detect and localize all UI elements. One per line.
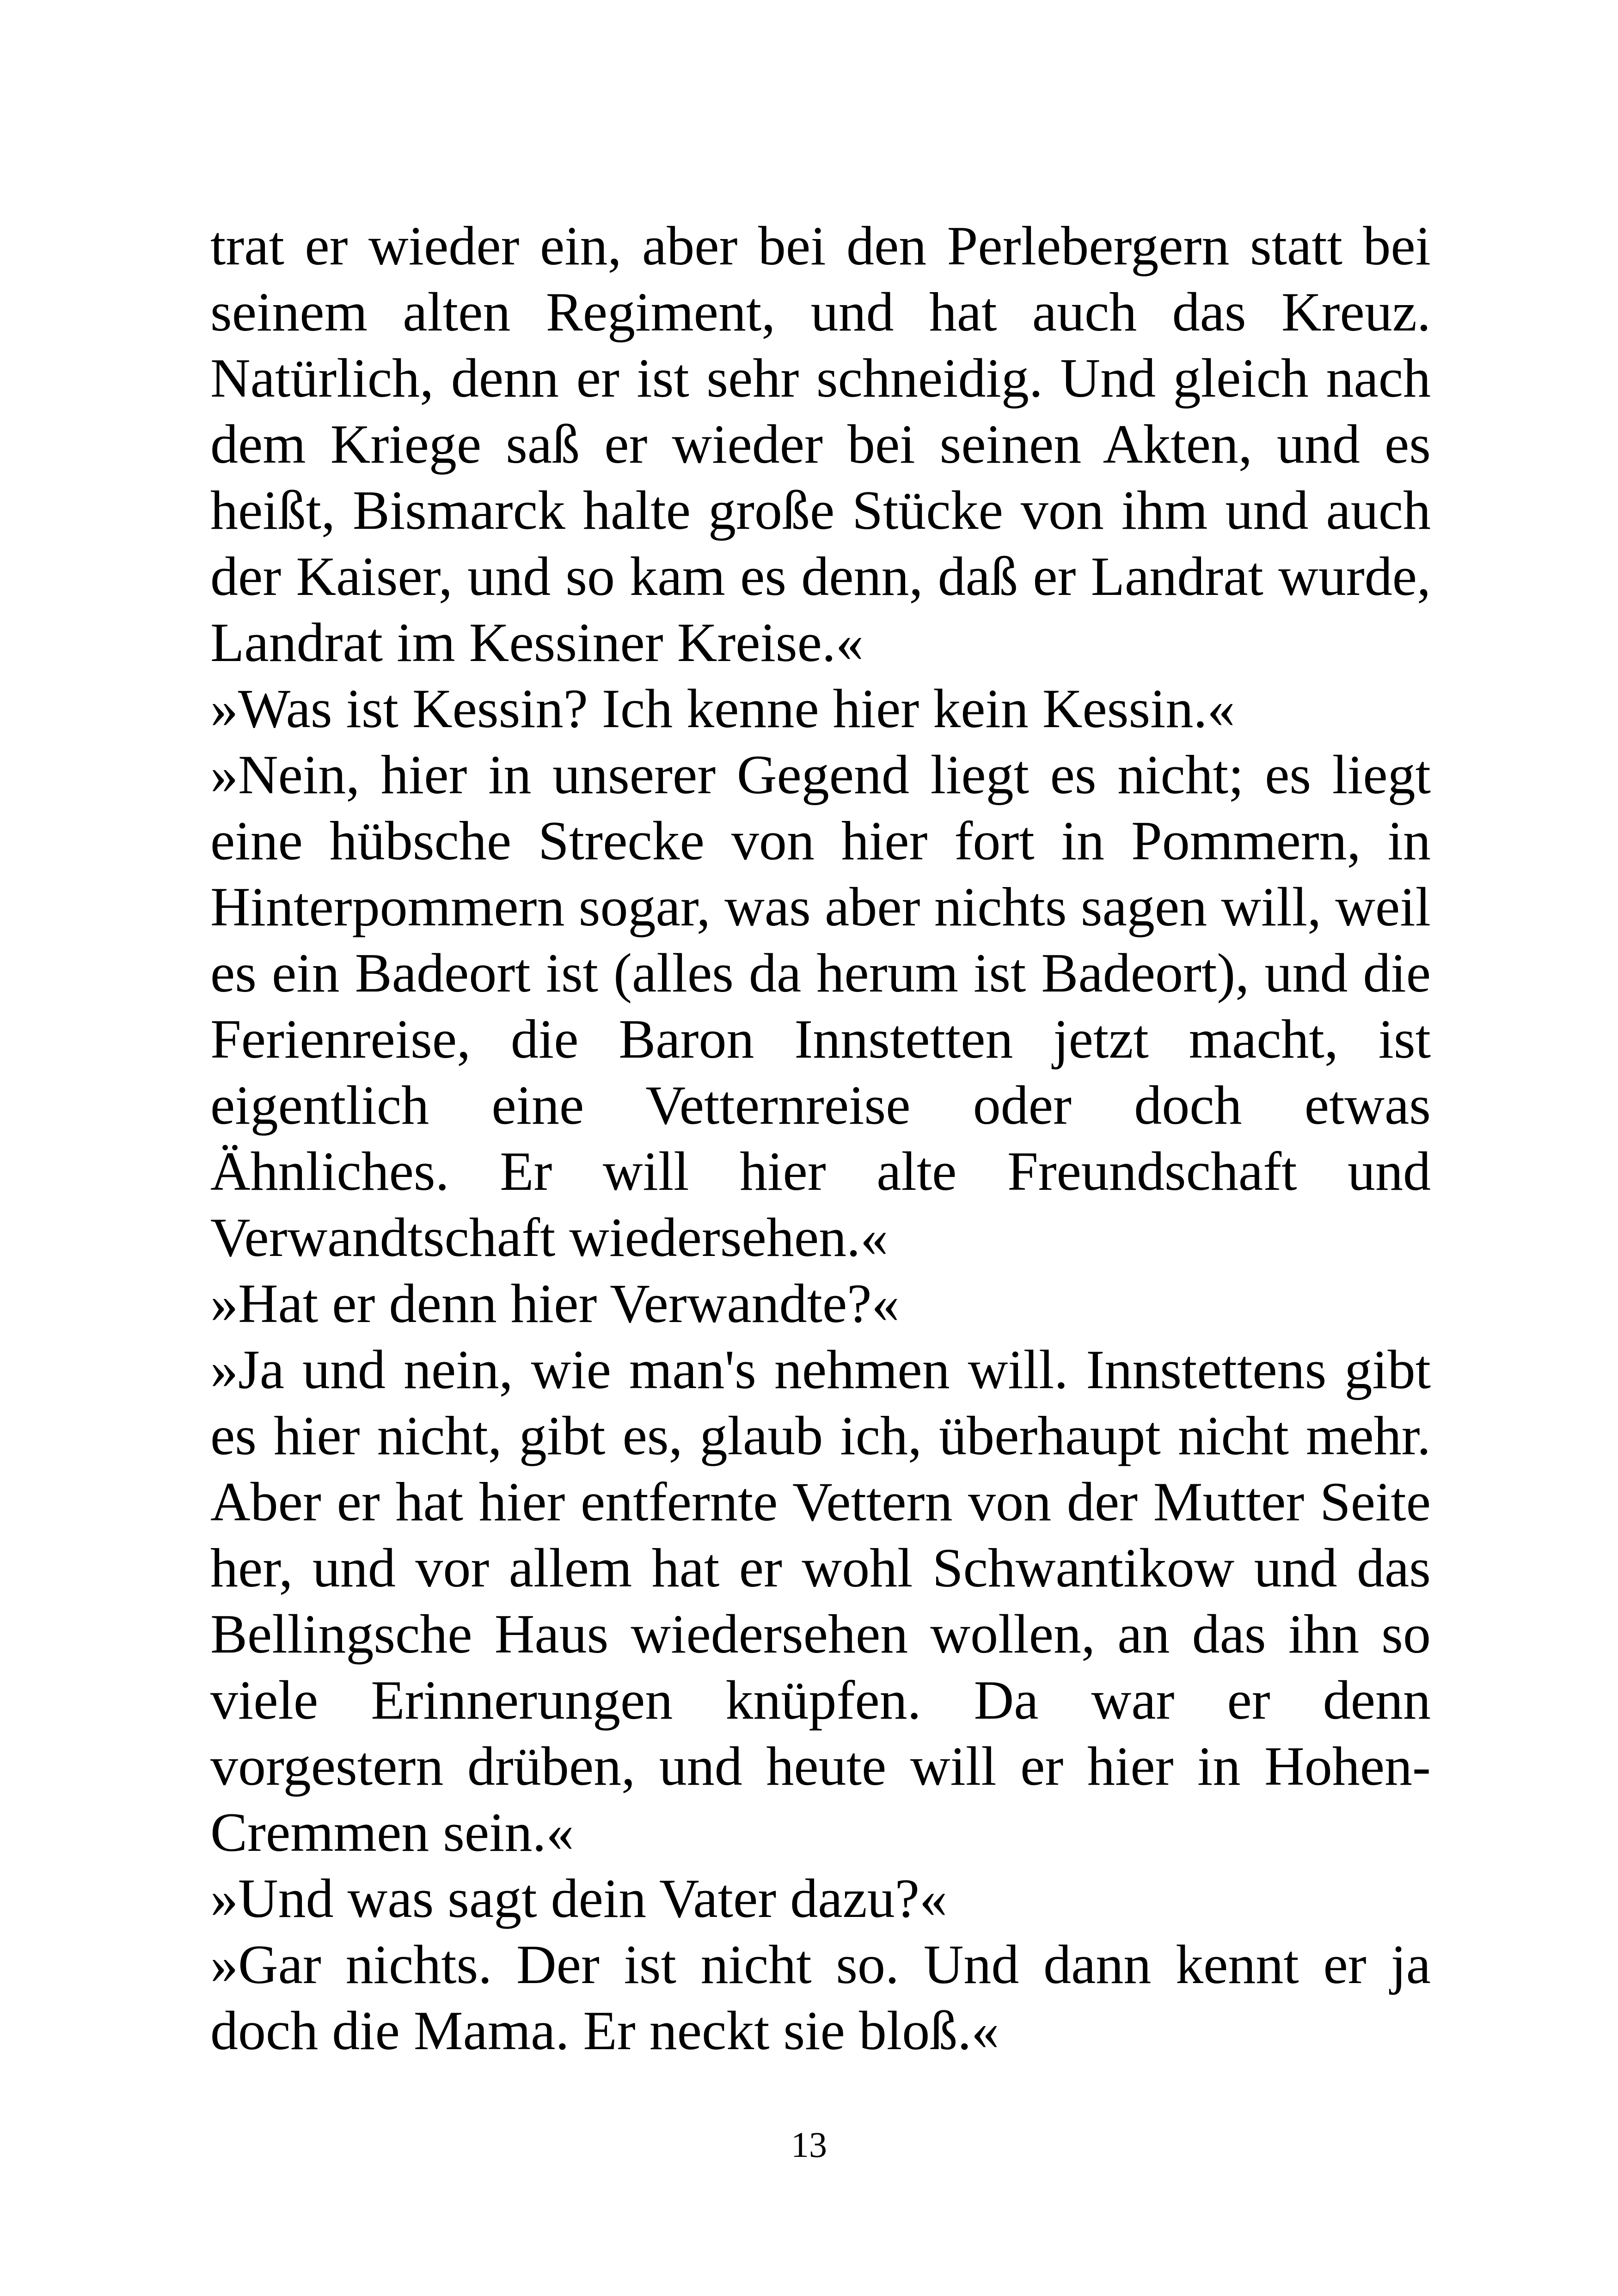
page-number: 13 [791, 2125, 827, 2165]
paragraph: »Und was sagt dein Vater dazu?« [210, 1867, 947, 1929]
paragraph: »Gar nichts. Der ist nicht so. Und dann kennt er ja doch die Mama. Er neckt sie bloß.« [210, 1934, 1431, 2061]
paragraph: »Nein, hier in unserer Gegend liegt es nicht; es liegt eine hübsche Strecke von hier fort in Pommern, in Hinterpommern sogar, was aber nichts sagen will, weil es ein Badeort ist (alles da herum ist Badeort), und die Ferienreise, die Baron Innstetten jetzt macht, ist eigentlich eine Vetternreise oder doch etwas Ähnliches. Er will hier alte Freundschaft und Verwandtschaft wiedersehen.« [210, 744, 1431, 1268]
paragraph: trat er wieder ein, aber bei den Perlebergern statt bei seinem alten Regiment, und hat auch das Kreuz. Natürlich, denn er ist sehr schneidig. Und gleich nach dem Kriege saß er wieder bei seinen Akten, und es heißt, Bismarck halte große Stücke von ihm und auch der Kaiser, und so kam es denn, daß er Landrat wurde, Landrat im Kessiner Kreise.« [210, 215, 1431, 673]
paragraph: »Hat er denn hier Verwandte?« [210, 1273, 900, 1334]
paragraph: »Ja und nein, wie man's nehmen will. Innstettens gibt es hier nicht, gibt es, glaub ich, überhaupt nicht mehr. Aber er hat hier entfernte Vettern von der Mutter Seite her, und vor allem hat er wohl Schwantikow und das Bellingsche Haus wiedersehen wollen, an das ihn so viele Erinnerungen knüpfen. Da war er denn vorgestern drüben, und heute will er hier in Hohen-Cremmen sein.« [210, 1339, 1431, 1863]
body-text [210, 213, 1431, 2063]
paragraph: »Was ist Kessin? Ich kenne hier kein Kessin.« [210, 678, 1235, 739]
